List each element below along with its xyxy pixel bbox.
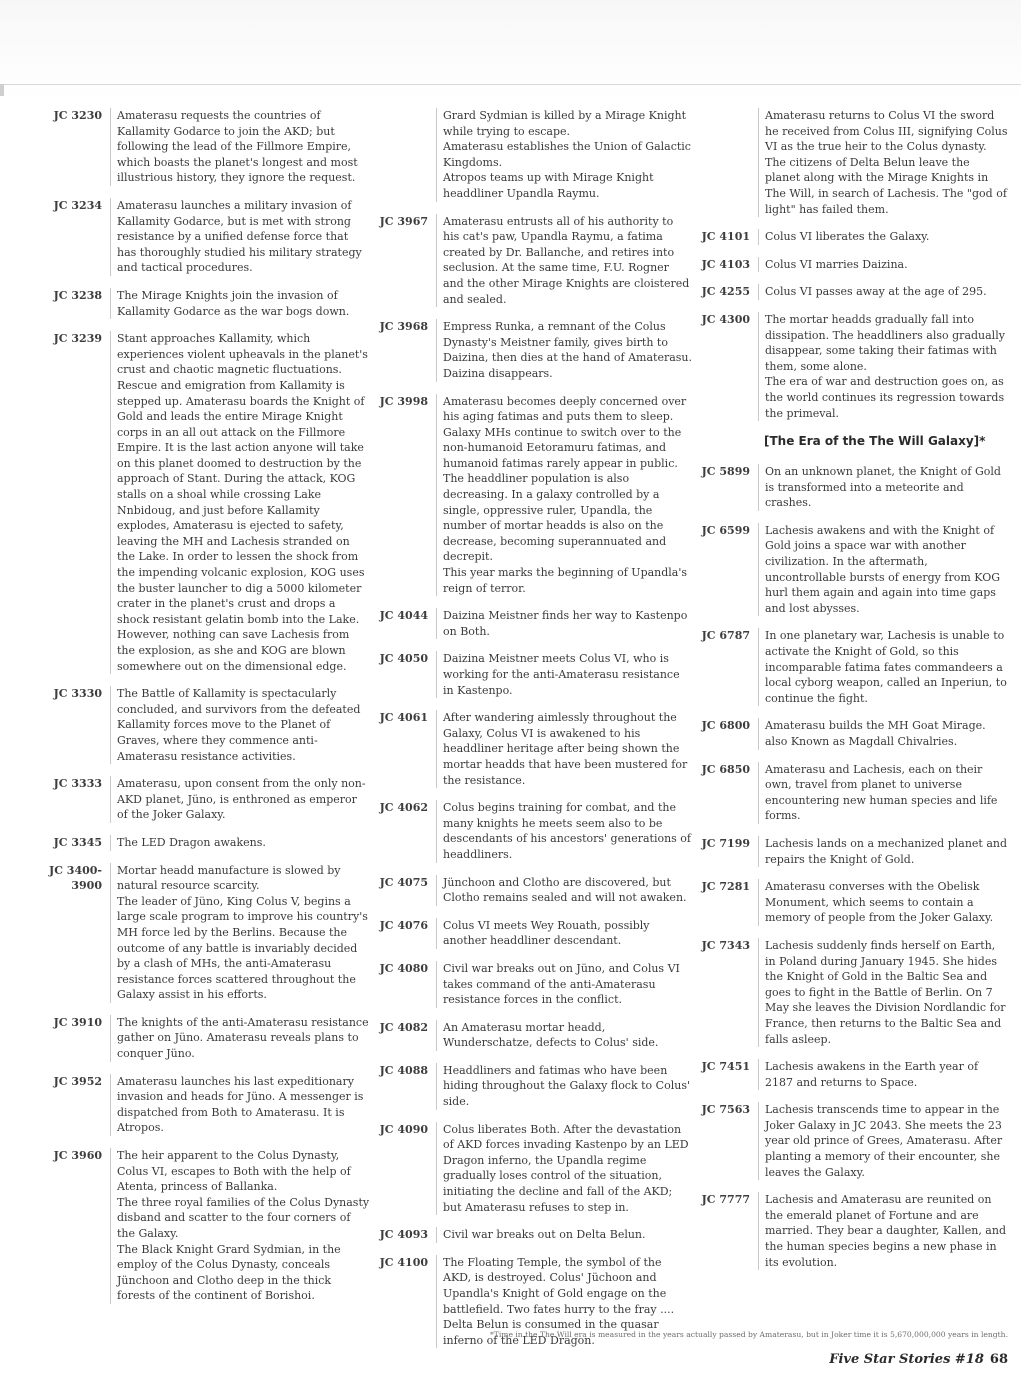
entry-text (110, 863, 370, 1003)
timeline-entry (40, 198, 370, 276)
entry-paragraph: The Mirage Knights join the invasion of Kallamity Godarce as the war bogs down. (117, 288, 350, 318)
entry-text (110, 776, 370, 823)
timeline-entry (688, 1059, 1008, 1090)
timeline-column-3 (688, 108, 1008, 1282)
timeline-entry (366, 1063, 692, 1110)
entry-text (110, 1148, 370, 1304)
entry-text (758, 1059, 1008, 1090)
timeline-entry (688, 938, 1008, 1047)
entry-paragraph: Grard Sydmian is killed by a Mirage Knight while trying to escape. (443, 109, 687, 138)
entry-text (758, 1192, 1008, 1270)
entry-year: JC 3960 (53, 1149, 102, 1163)
entry-text (758, 108, 1008, 217)
entry-year: JC 6599 (701, 523, 750, 537)
entry-year: JC 4044 (379, 609, 428, 623)
magazine-title: Five Star Stories #18 (829, 1352, 984, 1367)
entry-paragraph: On an unknown planet, the Knight of Gold is transformed into a meteorite and crashes. (765, 465, 1001, 510)
timeline-entry (366, 214, 692, 308)
entry-paragraph: Lachesis and Amaterasu are reunited on the emerald planet of Fortune and are married. They bear a daughter, Kallen, and the human species begins a new phase in its evolution. (765, 1193, 1006, 1269)
timeline-entry (40, 331, 370, 674)
entry-text (758, 229, 1008, 245)
timeline-entry (366, 875, 692, 906)
timeline-entry (688, 718, 1008, 749)
top-rule (0, 84, 1021, 85)
entry-year: JC 4062 (379, 801, 428, 815)
entry-paragraph: The Black Knight Grard Sydmian, in the employ of the Colus Dynasty, conceals Jünchoon and Clotho deep in the thick forests of the continent of Borishoi. (117, 1242, 341, 1303)
entry-paragraph: Colus VI liberates the Galaxy. (765, 230, 930, 244)
entry-paragraph: The era of war and destruction goes on, as the world continues its regression towards the primeval. (765, 375, 1005, 420)
entry-text (758, 523, 1008, 617)
entry-text (110, 686, 370, 764)
entry-paragraph: Colus VI passes away at the age of 295. (765, 285, 987, 299)
timeline-entry (688, 1192, 1008, 1270)
entry-year: JC 4075 (379, 875, 428, 889)
entry-paragraph: This year marks the beginning of Upandla's reign of terror. (443, 566, 688, 595)
entry-year: JC 3910 (53, 1015, 102, 1029)
entry-year: JC 7563 (701, 1103, 750, 1117)
entry-year: JC 7451 (701, 1060, 750, 1074)
timeline-entry (688, 312, 1008, 421)
timeline-entry (366, 1122, 692, 1216)
timeline-entry (366, 394, 692, 597)
entry-year: JC 7281 (701, 880, 750, 894)
entry-paragraph: The leader of Jüno, King Colus V, begins a large scale program to improve his country's MH force led by the Berlins. Because the outcome of any battle is invariably decided by a clash of MHs, the anti-Amaterasu resistance forces scattered throughout the Galaxy assist in his efforts. (117, 894, 368, 1002)
entry-year: JC 3234 (53, 198, 102, 212)
entry-paragraph: Amaterasu becomes deeply concerned over his aging fatimas and puts them to sleep. (443, 394, 687, 424)
entry-paragraph: Amaterasu builds the MH Goat Mirage. also Known as Magdall Chivalries. (765, 719, 986, 748)
entry-paragraph: The knights of the anti-Amaterasu resistance gather on Jüno. Amaterasu reveals plans to conquer Jüno. (117, 1015, 369, 1061)
entry-text (758, 1102, 1008, 1180)
entry-year: JC 3238 (53, 288, 102, 302)
entry-text (436, 1122, 692, 1216)
timeline-entry (40, 288, 370, 319)
entry-year: JC 4088 (379, 1063, 428, 1077)
entry-year: JC 4101 (701, 230, 750, 244)
entry-text (758, 836, 1008, 867)
entry-year: JC 7199 (701, 836, 750, 850)
entry-text (110, 331, 370, 674)
entry-text (436, 961, 692, 1008)
page-number: 68 (989, 1352, 1008, 1367)
entry-paragraph: Amaterasu entrusts all of his authority to his cat's paw, Upandla Raymu, a fatima created by Dr. Ballanche, and retires into seclusion. At the same time, F.U. Rogner and the other Mirage Knights are cloistered and sealed. (443, 214, 690, 306)
entry-paragraph: Lachesis suddenly finds herself on Earth, in Poland during January 1945. She hides the Knight of Gold in the Baltic Sea and goes to fight in the Battle of Berlin. On 7 May she leaves the Division Nordlandic for France, then returns to the Baltic Sea and falls asleep. (765, 938, 1006, 1046)
entry-paragraph: Amaterasu establishes the Union of Galactic Kingdoms. (443, 140, 691, 169)
timeline-entry (688, 523, 1008, 617)
entry-text (110, 835, 370, 851)
entry-paragraph: Colus liberates Both. After the devastation of AKD forces invading Kastenpo by an LED Dragon inferno, the Upandla regime gradually loses control of the situation, initiating the decline and fall of the AKD; but Amaterasu refuses to step in. (443, 1122, 689, 1214)
entry-year: JC 6850 (701, 762, 750, 776)
timeline-entry (366, 918, 692, 949)
entry-paragraph: Galaxy MHs continue to switch over to the non-humanoid Eetoramuru fatimas, and humanoid fatimas rarely appear in public. The headdliner population is also decreasing. In a galaxy controlled by a single, oppressive ruler, Upandla, the number of mortar headds is also on the decrease, becoming superannuated and decrepit. (443, 425, 682, 564)
entry-text (110, 288, 370, 319)
entry-year: JC 4093 (379, 1228, 428, 1242)
entry-text (110, 1015, 370, 1062)
entry-text (110, 198, 370, 276)
entry-text (758, 762, 1008, 824)
timeline-entry (366, 1227, 692, 1243)
entry-year: JC 4080 (379, 961, 428, 975)
entry-text (758, 464, 1008, 511)
timeline-entry (40, 108, 370, 186)
entry-paragraph: Headdliners and fatimas who have been hiding throughout the Galaxy flock to Colus' side. (443, 1063, 690, 1109)
entry-year: JC 3330 (53, 687, 102, 701)
entry-text (436, 319, 692, 381)
entry-year: JC 4103 (701, 257, 750, 271)
entry-year: JC 4061 (379, 711, 428, 725)
entry-year: JC 3333 (53, 777, 102, 791)
entry-text (436, 710, 692, 788)
timeline-entry (366, 608, 692, 639)
entry-paragraph: Lachesis awakens and with the Knight of Gold joins a space war with another civilization. In the aftermath, uncontrollable bursts of energy from KOG hurl them again and again into time gaps and lost abysses. (765, 523, 1001, 615)
entry-paragraph: Civil war breaks out on Jüno, and Colus VI takes command of the anti-Amaterasu resistance forces in the conflict. (443, 961, 680, 1007)
timeline-entry (40, 835, 370, 851)
timeline-entry (688, 108, 1008, 217)
timeline-entry (366, 961, 692, 1008)
scan-shade (0, 0, 1021, 100)
entry-paragraph: Empress Runka, a remnant of the Colus Dynasty's Meistner family, gives birth to Daizina, then dies at the hand of Amaterasu. Daizina disappears. (443, 320, 692, 380)
timeline-entry (688, 257, 1008, 273)
entry-text (436, 394, 692, 597)
entry-text (436, 918, 692, 949)
entry-text (758, 879, 1008, 926)
entry-text (436, 875, 692, 906)
entry-text (110, 108, 370, 186)
entry-paragraph: Colus VI marries Daizina. (765, 257, 908, 271)
entry-paragraph: Lachesis lands on a mechanized planet and repairs the Knight of Gold. (765, 836, 1008, 866)
timeline-column-2 (366, 108, 692, 1360)
entry-paragraph: Delta Belun is consumed in the quasar inferno of the LED Dragon. (443, 1318, 659, 1347)
entry-year: JC 3239 (53, 332, 102, 346)
footer (829, 1352, 1008, 1367)
entry-paragraph: The Battle of Kallamity is spectacularly concluded, and survivors from the defeated Kallamity forces move to the Planet of Graves, where they commence anti-Amaterasu resistance activities. (117, 687, 361, 763)
timeline-entry (688, 879, 1008, 926)
entry-text (758, 284, 1008, 300)
entry-paragraph: Amaterasu launches his last expeditionary invasion and heads for Jüno. A messenger is dispatched from Both to Amaterasu. It is Atropos. (117, 1074, 364, 1135)
entry-year: JC 3400-3900 (49, 863, 102, 893)
entry-year: JC 3230 (53, 109, 102, 122)
entry-paragraph: In one planetary war, Lachesis is unable to activate the Knight of Gold, so this incomparable fatima fates commandeers a local cyborg weapon, called an Inperiun, to continue the fight. (765, 629, 1007, 705)
entry-text (436, 651, 692, 698)
timeline-entry (40, 776, 370, 823)
timeline-entry (688, 284, 1008, 300)
timeline-entry (40, 1148, 370, 1304)
entry-paragraph: Amaterasu requests the countries of Kallamity Godarce to join the AKD; but following the lead of the Fillmore Empire, which boasts the planet's longest and most illustrious history, they ignore the request. (117, 109, 358, 185)
timeline-column-1 (40, 108, 370, 1316)
timeline-entry (688, 628, 1008, 706)
entry-year: JC 4076 (379, 918, 428, 932)
entry-paragraph: The heir apparent to the Colus Dynasty, Colus VI, escapes to Both with the help of Atenta, princess of Ballanka. (117, 1149, 351, 1194)
entry-text (758, 628, 1008, 706)
timeline-entry (40, 863, 370, 1003)
entry-paragraph: The LED Dragon awakens. (117, 835, 266, 849)
entry-year: JC 4082 (379, 1020, 428, 1034)
timeline-entry (688, 464, 1008, 511)
entry-year: JC 4300 (701, 312, 750, 326)
footnote: *Time in the The Will era is measured in the years actually passed by Amaterasu, but in Joker time it is 5,670,000,000 years in length. (489, 1330, 1008, 1339)
timeline-entry (40, 1015, 370, 1062)
entry-paragraph: The Floating Temple, the symbol of the AKD, is destroyed. Colus' Jüchoon and Upandla's Knight of Gold engage on the battlefield. Two fates hurry to the fray .... (443, 1255, 675, 1316)
entry-text (436, 108, 692, 202)
entry-text (436, 214, 692, 308)
timeline-entry (366, 108, 692, 202)
timeline-column-3-after (688, 464, 1008, 1270)
entry-paragraph: Jünchoon and Clotho are discovered, but Clotho remains sealed and will not awaken. (443, 875, 687, 905)
entry-year: JC 3967 (379, 214, 428, 228)
entry-paragraph: Colus begins training for combat, and the many knights he meets seem also to be descendants of his ancestors' generations of headdliners. (443, 801, 691, 861)
entry-text (758, 718, 1008, 749)
entry-year: JC 3952 (53, 1074, 102, 1088)
entry-paragraph: The three royal families of the Colus Dynasty disband and scatter to the four corners of the Galaxy. (117, 1195, 370, 1240)
entry-text (758, 312, 1008, 421)
entry-text (436, 1063, 692, 1110)
page-edge-mark (0, 84, 4, 96)
timeline-entry (40, 686, 370, 764)
entry-text (436, 1020, 692, 1051)
entry-text (758, 938, 1008, 1047)
entry-paragraph: Stant approaches Kallamity, which experiences violent upheavals in the planet's crust and chaotic magnetic fluctuations. Rescue and emigration from Kallamity is stepped up. Amaterasu boards the Knight of Gold and leads the entire Mirage Knight corps in an all out attack on the Fillmore Empire. It is the last action anyone will take on this planet doomed to destruction by the approach of Stant. During the attack, KOG stalls on a shoal while crossing Lake Nnbidoug, and just before Kallamity explodes, Amaterasu is ejected to safety, leaving the MH and Lachesis stranded on the Lake. In order to lessen the shock from the impending volcanic explosion, KOG uses the buster launcher to dig a 5000 kilometer crater in the planet's crust and drops a shock resistant gelatin bomb into the Lake. However, nothing can save Lachesis from the explosion, as she and KOG are blown somewhere out on the dimensional edge. (117, 332, 368, 673)
entry-paragraph: Lachesis awakens in the Earth year of 2187 and returns to Space. (765, 1060, 979, 1089)
entry-year: JC 4255 (701, 285, 750, 299)
entry-text (110, 1074, 370, 1136)
entry-paragraph: Daizina Meistner meets Colus VI, who is working for the anti-Amaterasu resistance in Kastenpo. (443, 652, 680, 697)
timeline-entry (688, 1102, 1008, 1180)
entry-year: JC 3998 (379, 394, 428, 408)
entry-paragraph: Amaterasu and Lachesis, each on their own, travel from planet to universe encountering new human species and life forms. (765, 762, 998, 823)
entry-paragraph: Amaterasu returns to Colus VI the sword he received from Colus III, signifying Colus VI as the true heir to the Colus dynasty. The citizens of Delta Belun leave the planet along with the Mirage Knights in The Will, in search of Lachesis. The "god of light" has failed them. (765, 109, 1008, 216)
entry-year: JC 5899 (701, 465, 750, 479)
entry-paragraph: Colus VI meets Wey Rouath, possibly another headdliner descendant. (443, 918, 650, 948)
timeline-entry (366, 800, 692, 862)
timeline-entry (366, 651, 692, 698)
entry-year: JC 3345 (53, 835, 102, 849)
entry-paragraph: An Amaterasu mortar headd, Wunderschatze, defects to Colus' side. (443, 1020, 659, 1050)
entry-text (758, 257, 1008, 273)
entry-year: JC 7777 (701, 1193, 750, 1207)
era-title: [The Era of the The Will Galaxy]* (764, 434, 986, 449)
entry-year: JC 7343 (701, 938, 750, 952)
entry-text (436, 608, 692, 639)
timeline-entry (688, 229, 1008, 245)
entry-year: JC 6787 (701, 629, 750, 643)
entry-year: JC 4090 (379, 1122, 428, 1136)
entry-paragraph: Civil war breaks out on Delta Belun. (443, 1228, 646, 1242)
entry-paragraph: Lachesis transcends time to appear in the Joker Galaxy in JC 2043. She meets the 23 year old prince of Grees, Amaterasu. After planting a memory of their encounter, she leaves the Galaxy. (765, 1103, 1003, 1179)
timeline-entry (688, 836, 1008, 867)
entry-text (436, 800, 692, 862)
timeline-entry (366, 1020, 692, 1051)
timeline-entry (366, 319, 692, 381)
entry-year: JC 6800 (701, 719, 750, 733)
entry-paragraph: Amaterasu converses with the Obelisk Monument, which seems to contain a memory of people from the Joker Galaxy. (765, 880, 994, 925)
entry-paragraph: After wandering aimlessly throughout the Galaxy, Colus VI is awakened to his headdliner heritage after being shown the mortar headds that have been mustered for the resistance. (443, 711, 688, 787)
entry-year: JC 4100 (379, 1255, 428, 1269)
entry-year: JC 3968 (379, 320, 428, 334)
timeline-entry (366, 710, 692, 788)
timeline-column-3-before (688, 108, 1008, 421)
entry-year: JC 4050 (379, 652, 428, 666)
entry-paragraph: The mortar headds gradually fall into dissipation. The headdliners also gradually disappear, some taking their fatimas with them, some alone. (765, 312, 1005, 373)
entry-paragraph: Daizina Meistner finds her way to Kastenpo on Both. (443, 609, 688, 638)
entry-paragraph: Amaterasu launches a military invasion of Kallamity Godarce, but is met with strong resistance by a unified defense force that has thoroughly studied his military strategy and tactical procedures. (117, 198, 362, 275)
timeline-entry (688, 762, 1008, 824)
entry-paragraph: Mortar headd manufacture is slowed by natural resource scarcity. (117, 863, 341, 893)
entry-paragraph: Atropos teams up with Mirage Knight headdliner Upandla Raymu. (443, 171, 654, 200)
timeline-entry (40, 1074, 370, 1136)
entry-text (436, 1227, 692, 1243)
entry-paragraph: Amaterasu, upon consent from the only non-AKD planet, Jüno, is enthroned as emperor of the Joker Galaxy. (117, 777, 366, 822)
